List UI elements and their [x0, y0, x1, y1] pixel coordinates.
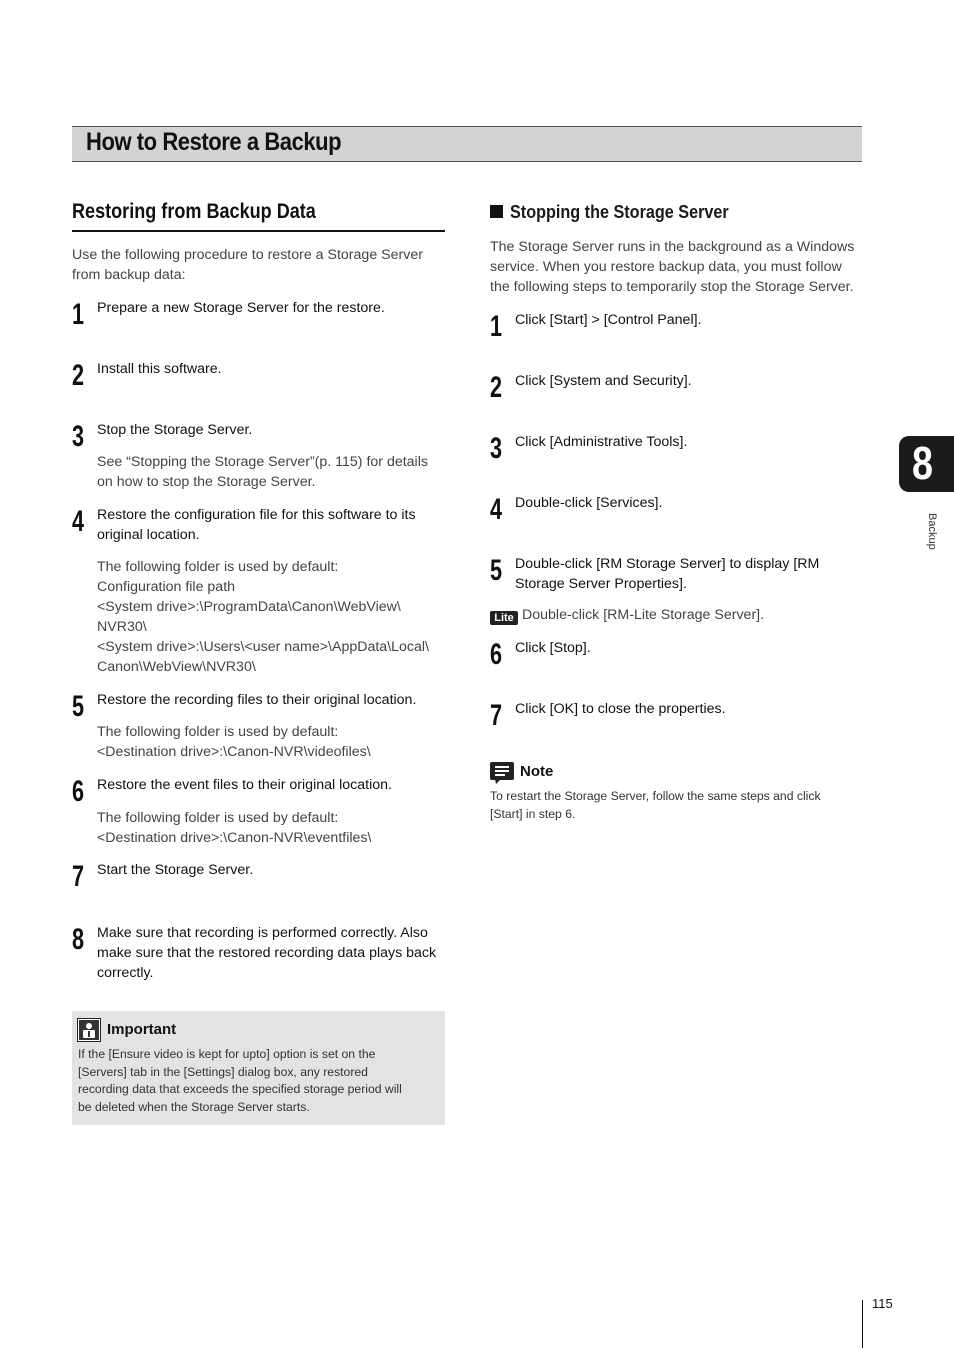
- step-line: Prepare a new Storage Server for the restore.: [97, 300, 385, 316]
- step-number: 3: [72, 420, 85, 453]
- step-line: Click [Administrative Tools].: [515, 434, 688, 450]
- lite-text: Double-click [RM-Lite Storage Server].: [522, 607, 765, 623]
- step-line: Click [Stop].: [515, 640, 591, 656]
- intro-line: service. When you restore backup data, you must follow: [490, 259, 842, 275]
- step-detail: [97, 808, 371, 848]
- step-line: Double-click [RM Storage Server] to display [RM: [515, 556, 820, 572]
- important-line: If the [Ensure video is kept for upto] option is set on the: [78, 1047, 376, 1061]
- step-line: correctly.: [97, 965, 154, 981]
- chapter-label: Backup: [926, 513, 938, 550]
- step-text: [515, 432, 687, 452]
- important-text: [78, 1046, 402, 1116]
- intro-line: The Storage Server runs in the background as a Windows: [490, 239, 855, 255]
- square-bullet-icon: [490, 205, 503, 218]
- step-text: [97, 505, 416, 545]
- detail-line: The following folder is used by default:: [97, 724, 339, 740]
- important-icon: [77, 1018, 101, 1042]
- step-line: Restore the recording files to their original location.: [97, 692, 417, 708]
- note-title: Note: [520, 763, 554, 780]
- step-number: 6: [490, 638, 503, 671]
- note-text: [490, 788, 821, 823]
- step-line: Storage Server Properties].: [515, 576, 687, 592]
- step-line: Restore the configuration file for this software to its: [97, 507, 416, 523]
- step-number: 1: [490, 310, 503, 343]
- step-number: 8: [72, 923, 85, 956]
- left-heading: Restoring from Backup Data: [72, 200, 316, 223]
- detail-line: Configuration file path: [97, 579, 236, 595]
- step-number: 2: [72, 359, 85, 392]
- step-line: original location.: [97, 527, 200, 543]
- important-line: recording data that exceeds the specified storage period will: [78, 1082, 402, 1097]
- step-text: [97, 420, 252, 440]
- note-icon: [490, 762, 514, 784]
- detail-line: NVR30\: [97, 619, 147, 635]
- step-text: [515, 554, 819, 594]
- important-title: Important: [107, 1021, 177, 1038]
- intro-line: Use the following procedure to restore a Storage Server: [72, 247, 423, 263]
- detail-line: See “Stopping the Storage Server”(p. 115) for details: [97, 454, 428, 470]
- step-line: make sure that the restored recording data plays back: [97, 945, 437, 961]
- lite-note: [490, 605, 764, 625]
- step-line: Make sure that recording is performed correctly. Also: [97, 925, 428, 941]
- step-text: [97, 775, 392, 795]
- step-detail: [97, 722, 371, 762]
- detail-line: Canon\WebView\NVR30\: [97, 659, 256, 675]
- page-number: 115: [872, 1296, 893, 1311]
- step-number: 1: [72, 298, 85, 331]
- detail-line: The following folder is used by default:: [97, 810, 339, 826]
- detail-line: <System drive>:\ProgramData\Canon\WebView\: [97, 599, 401, 615]
- step-number: 4: [72, 505, 85, 538]
- step-number: 5: [490, 554, 503, 587]
- detail-line: <Destination drive>:\Canon-NVR\videofiles\: [97, 744, 371, 760]
- section-title: How to Restore a Backup: [86, 128, 342, 156]
- step-text: [97, 690, 416, 710]
- important-line: [Servers] tab in the [Settings] dialog box, any restored: [78, 1064, 368, 1079]
- step-line: Click [System and Security].: [515, 373, 692, 389]
- heading-underline: [72, 230, 445, 232]
- step-number: 4: [490, 493, 503, 526]
- step-line: Restore the event files to their original location.: [97, 777, 392, 793]
- step-number: 3: [490, 432, 503, 465]
- right-intro: [490, 237, 854, 297]
- step-text: [515, 371, 692, 391]
- detail-line: <System drive>:\Users\<user name>\AppData\Local\: [97, 639, 429, 655]
- intro-line: the following steps to temporarily stop the Storage Server.: [490, 279, 854, 295]
- left-intro: [72, 245, 423, 285]
- step-detail: [97, 557, 429, 677]
- step-text: [97, 923, 436, 983]
- step-line: Stop the Storage Server.: [97, 422, 253, 438]
- page-number-rule: [862, 1300, 863, 1348]
- step-detail: [97, 452, 428, 492]
- step-number: 7: [72, 860, 85, 893]
- intro-line: from backup data:: [72, 267, 186, 283]
- step-text: [515, 310, 701, 330]
- step-number: 6: [72, 775, 85, 808]
- step-text: [97, 860, 253, 880]
- right-heading: [490, 202, 753, 223]
- important-callout: [72, 1011, 445, 1125]
- right-heading-text: Stopping the Storage Server: [510, 202, 729, 222]
- step-line: Click [OK] to close the properties.: [515, 701, 726, 717]
- step-line: Start the Storage Server.: [97, 862, 254, 878]
- step-text: [515, 699, 726, 719]
- note-line: To restart the Storage Server, follow the same steps and click: [490, 789, 821, 803]
- important-line: be deleted when the Storage Server starts.: [78, 1099, 310, 1114]
- note-line: [Start] in step 6.: [490, 806, 576, 821]
- step-line: Click [Start] > [Control Panel].: [515, 312, 702, 328]
- step-text: [515, 493, 662, 513]
- step-text: [515, 638, 591, 658]
- lite-badge: Lite: [490, 611, 518, 625]
- step-number: 5: [72, 690, 85, 723]
- detail-line: The following folder is used by default:: [97, 559, 339, 575]
- step-text: [97, 359, 222, 379]
- step-line: Install this software.: [97, 361, 222, 377]
- chapter-number: 8: [912, 437, 933, 489]
- step-number: 2: [490, 371, 503, 404]
- chapter-tab: [899, 436, 954, 492]
- step-number: 7: [490, 699, 503, 732]
- detail-line: <Destination drive>:\Canon-NVR\eventfiles\: [97, 830, 372, 846]
- step-line: Double-click [Services].: [515, 495, 663, 511]
- section-title-bar: [72, 126, 862, 162]
- detail-line: on how to stop the Storage Server.: [97, 474, 316, 490]
- step-text: [97, 298, 385, 318]
